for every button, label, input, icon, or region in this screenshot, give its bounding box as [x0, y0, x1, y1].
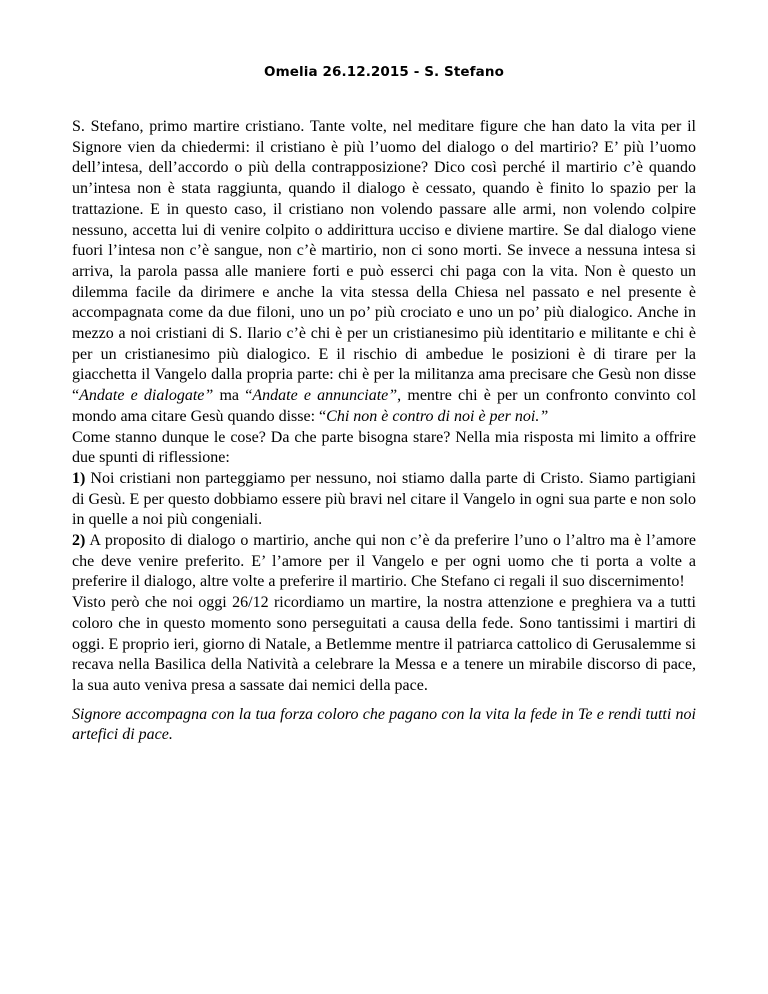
point-1-text: Noi cristiani non parteggiamo per nessuno, noi stiamo dalla parte di Cristo. Siamo partigiani di Gesù. E per questo dobbiamo essere più bravi nel citare il Vangelo in ogni sua parte e non solo in quelle a noi più congeniali. — [72, 469, 696, 529]
point-2-text: A proposito di dialogo o martirio, anche qui non c’è da preferire l’uno o l’altro ma è l’amore che deve venire preferito. E’ l’amore per il Vangelo e per ogni uomo che ti porta a volte a preferire il dialogo, altre volte a preferire il martirio. Che Stefano ci regali il suo discernimento! — [72, 532, 696, 591]
point-2 — [72, 531, 696, 593]
paragraph-intro-text-2: ma “ — [213, 387, 253, 405]
document-title: Omelia 26.12.2015 - S. Stefano — [264, 64, 504, 80]
paragraph-question: Come stanno dunque le cose? Da che parte bisogna stare? Nella mia risposta mi limito a offrire due spunti di riflessione: — [72, 428, 696, 467]
document-body — [72, 117, 696, 746]
quote-chi-non-contro: Chi non è contro di noi è per noi.” — [326, 407, 549, 425]
quote-andate-annunciate: Andate e annunciate” — [252, 387, 398, 405]
paragraph-intro-text-3: , mentre chi è per un confronto convinto col mondo ama citare Gesù quando disse: “ — [72, 387, 697, 425]
paragraph-martyrs: Visto però che noi oggi 26/12 ricordiamo un martire, la nostra attenzione e preghiera va a tutti coloro che in questo momento sono perseguitati a causa della fede. Sono tantissimi i martiri di oggi. E proprio ieri, giorno di Natale, a Betlemme mentre il patriarca cattolico di Gerusalemme si recava nella Basilica della Natività a celebrare la Messa e a tenere un mirabile discorso di pace, la sua auto veniva presa a sassate dai nemici della pace. — [72, 594, 696, 694]
paragraph-intro — [72, 117, 696, 428]
point-1-number: 1) — [72, 469, 86, 487]
quote-andate-dialogate: Andate e dialogate” — [79, 387, 214, 405]
paragraph-intro-text-1: S. Stefano, primo martire cristiano. Tante volte, nel meditare figure che han dato la vita per il Signore vien da chiedermi: il cristiano è più l’uomo del dialogo o del martirio? E’ più l’uomo dell’intesa, dell’accordo o più della contrapposizione? Dico così perché il martirio c’è quando un’intesa non è stata raggiunta, quando il dialogo è cessato, quando è finito lo spazio per la trattazione. E in questo caso, il cristiano non volendo passare alle armi, non volendo colpire nessuno, accetta lui di venire colpito o addirittura ucciso e diviene martire. Se dal dialogo viene fuori l’intesa non c’è sangue, non c’è martirio, non ci sono morti. Se invece a nessuna intesa si arriva, la parola passa alle maniere forti e può esserci chi paga con la vita. Non è questo un dilemma facile da dirimere e anche la vita stessa della Chiesa nel passato e nel presente è accompagnata come da due filoni, uno un po’ più crociato e uno un po’ più dialogico. Anche in mezzo a noi cristiani di S. Ilario c’è chi è per un cristianesimo più identitario e militante e chi è per un cristianesimo più dialogico. E il rischio di ambedue le posizioni è di tirare per la giacchetta il Vangelo dalla propria parte: chi è per la militanza ama precisare che Gesù non disse “ — [72, 118, 696, 405]
closing-prayer: Signore accompagna con la tua forza coloro che pagano con la vita la fede in Te e rendi tutti noi artefici di pace. — [72, 705, 696, 744]
point-1 — [72, 469, 696, 531]
point-2-number: 2) — [72, 532, 86, 550]
